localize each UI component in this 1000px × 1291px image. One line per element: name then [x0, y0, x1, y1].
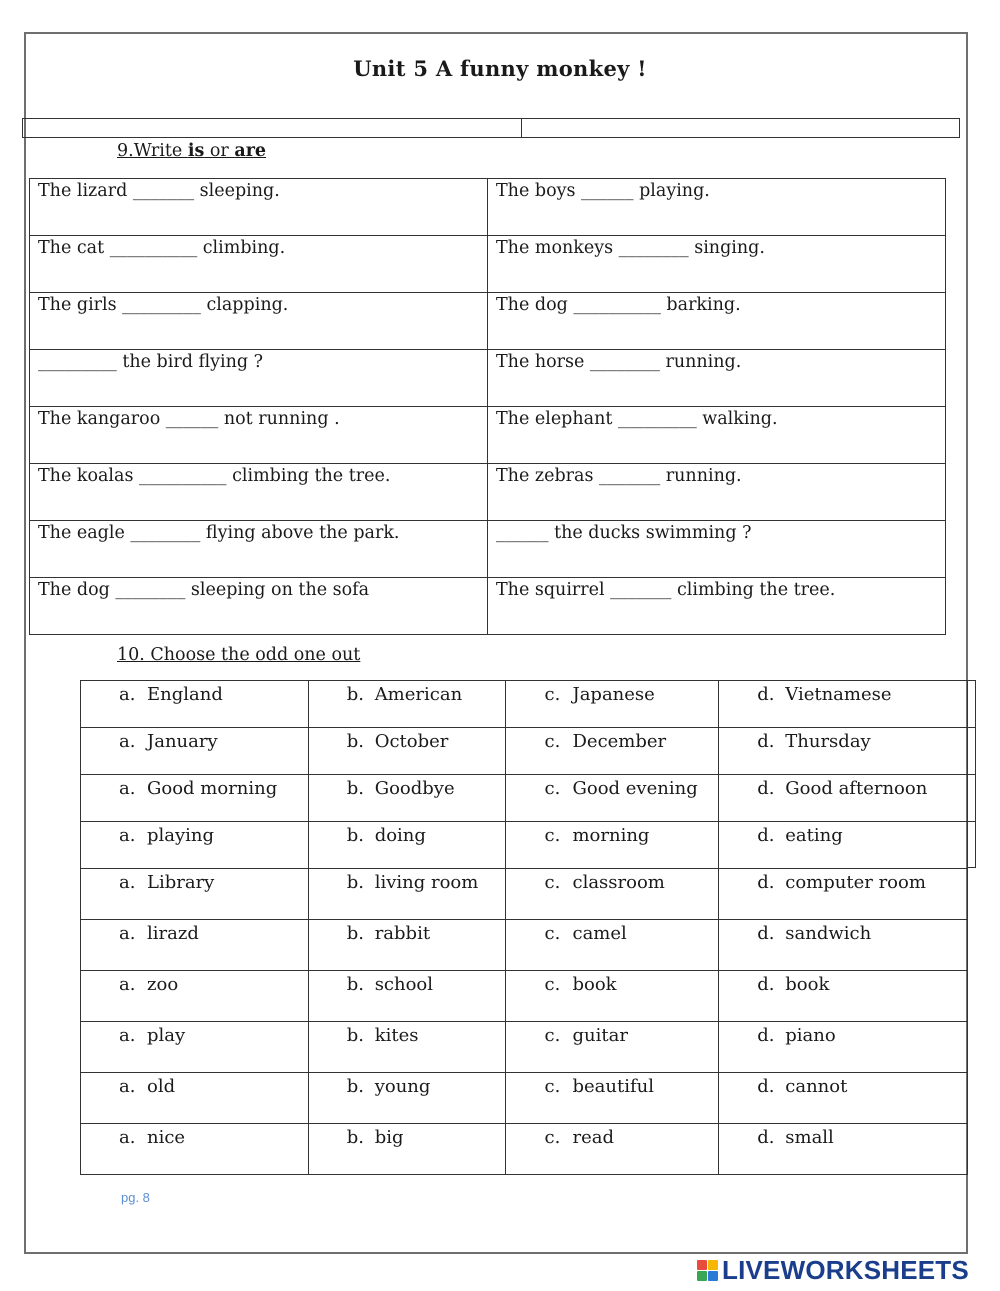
option-letter: c.: [544, 872, 561, 893]
sentence-row: [30, 578, 946, 635]
option-word: Good afternoon: [785, 778, 928, 799]
option-word: morning: [572, 825, 650, 846]
choice-option[interactable]: [719, 728, 968, 775]
option-word: rabbit: [374, 923, 431, 944]
option-letter: b.: [346, 778, 364, 799]
option-word: England: [147, 684, 223, 705]
option-word: doing: [374, 825, 426, 846]
option-letter: d.: [757, 974, 775, 995]
logo-square-1: [697, 1260, 707, 1270]
option-word: small: [785, 1127, 834, 1148]
option-word: playing: [147, 825, 215, 846]
option-word: lirazd: [147, 923, 199, 944]
option-word: cannot: [785, 1076, 848, 1097]
sentence-cell[interactable]: The eagle ________ flying above the park.: [30, 521, 488, 578]
option-letter: d.: [757, 872, 775, 893]
choice-row: [81, 1022, 968, 1073]
option-letter: b.: [346, 1076, 364, 1097]
sentence-cell[interactable]: The koalas __________ climbing the tree.: [30, 464, 488, 521]
option-letter: d.: [757, 1025, 775, 1046]
choice-option[interactable]: [81, 869, 309, 920]
choice-option[interactable]: [308, 681, 506, 728]
choice-option[interactable]: [506, 775, 719, 822]
option-word: classroom: [572, 872, 665, 893]
option-letter: b.: [346, 684, 364, 705]
choice-row: [81, 1124, 968, 1175]
choice-option[interactable]: [719, 775, 968, 822]
option-letter: a.: [119, 1025, 136, 1046]
option-word: read: [572, 1127, 614, 1148]
option-letter: c.: [544, 1025, 561, 1046]
option-letter: b.: [346, 923, 364, 944]
choice-option[interactable]: [308, 971, 506, 1022]
logo-square-3: [697, 1271, 707, 1281]
option-letter: a.: [119, 1076, 136, 1097]
option-letter: b.: [346, 1025, 364, 1046]
choice-option[interactable]: [308, 1124, 506, 1175]
choice-option[interactable]: [81, 1022, 309, 1073]
choice-option[interactable]: [506, 681, 719, 728]
option-letter: b.: [346, 872, 364, 893]
section-9-middle: or: [204, 141, 235, 161]
option-word: big: [374, 1127, 404, 1148]
choice-option[interactable]: [81, 971, 309, 1022]
choice-option[interactable]: [81, 775, 309, 822]
header-cell-right: [522, 119, 959, 137]
option-letter: d.: [757, 1127, 775, 1148]
option-word: December: [572, 731, 667, 752]
worksheet-title: Unit 5 A funny monkey !: [353, 56, 647, 81]
sentence-row: [30, 293, 946, 350]
choice-option[interactable]: [81, 1124, 309, 1175]
option-word: camel: [572, 923, 627, 944]
option-letter: a.: [119, 923, 136, 944]
sentence-cell[interactable]: The kangaroo ______ not running .: [30, 407, 488, 464]
option-word: play: [147, 1025, 186, 1046]
choice-option[interactable]: [719, 869, 968, 920]
sentence-cell[interactable]: The boys ______ playing.: [488, 179, 946, 236]
liveworksheets-logo-icon: [697, 1260, 718, 1281]
sentence-cell[interactable]: ______ the ducks swimming ?: [488, 521, 946, 578]
option-word: eating: [785, 825, 843, 846]
option-letter: d.: [757, 731, 775, 752]
choice-option[interactable]: [719, 681, 968, 728]
option-letter: b.: [346, 731, 364, 752]
option-letter: c.: [544, 1076, 561, 1097]
choice-option[interactable]: [719, 822, 968, 869]
option-letter: a.: [119, 731, 136, 752]
choice-option[interactable]: [719, 920, 968, 971]
choice-option[interactable]: [506, 1073, 719, 1124]
choice-option[interactable]: [719, 971, 968, 1022]
option-word: school: [374, 974, 434, 995]
choice-option[interactable]: [308, 728, 506, 775]
choice-row: [81, 869, 968, 920]
choice-option[interactable]: [506, 1124, 719, 1175]
choice-option[interactable]: [308, 822, 506, 869]
sentence-cell[interactable]: _________ the bird flying ?: [30, 350, 488, 407]
choice-option[interactable]: [719, 1124, 968, 1175]
option-letter: a.: [119, 825, 136, 846]
option-letter: c.: [544, 778, 561, 799]
choice-option[interactable]: [308, 920, 506, 971]
option-word: October: [374, 731, 449, 752]
choice-option[interactable]: [308, 1022, 506, 1073]
option-word: computer room: [785, 872, 926, 893]
sentence-cell[interactable]: The girls _________ clapping.: [30, 293, 488, 350]
choice-option[interactable]: [506, 728, 719, 775]
choice-option[interactable]: [308, 869, 506, 920]
sentence-row: [30, 407, 946, 464]
option-letter: d.: [757, 825, 775, 846]
option-letter: d.: [757, 778, 775, 799]
sentence-cell[interactable]: The dog ________ sleeping on the sofa: [30, 578, 488, 635]
choice-option[interactable]: [719, 1073, 968, 1124]
choice-option[interactable]: [81, 681, 309, 728]
page-number: pg. 8: [121, 1190, 150, 1205]
option-letter: a.: [119, 778, 136, 799]
sentence-row: [30, 464, 946, 521]
option-word: Vietnamese: [785, 684, 892, 705]
option-word: piano: [785, 1025, 836, 1046]
sentence-cell[interactable]: The horse ________ running.: [488, 350, 946, 407]
option-word: Goodbye: [374, 778, 455, 799]
header-strip: [22, 118, 960, 138]
sentence-cell[interactable]: The dog __________ barking.: [488, 293, 946, 350]
choice-option[interactable]: [506, 971, 719, 1022]
choice-row: [81, 822, 968, 869]
option-word: January: [147, 731, 218, 752]
choice-row: [81, 728, 968, 775]
option-letter: d.: [757, 923, 775, 944]
table-overflow-border: [968, 680, 976, 868]
header-cell-left: [23, 119, 522, 137]
option-word: Thursday: [785, 731, 871, 752]
section-9-word-is: is: [187, 141, 205, 161]
sentence-row: [30, 179, 946, 236]
option-letter: b.: [346, 974, 364, 995]
sentence-cell[interactable]: The cat __________ climbing.: [30, 236, 488, 293]
option-word: Japanese: [572, 684, 655, 705]
is-are-table: [29, 178, 946, 635]
option-letter: a.: [119, 1127, 136, 1148]
option-letter: c.: [544, 1127, 561, 1148]
option-word: Good evening: [572, 778, 698, 799]
choice-option[interactable]: [506, 920, 719, 971]
option-letter: b.: [346, 825, 364, 846]
section-9-word-are: are: [234, 141, 267, 161]
option-word: Good morning: [147, 778, 278, 799]
sentence-row: [30, 521, 946, 578]
logo-square-4: [708, 1271, 718, 1281]
option-letter: d.: [757, 684, 775, 705]
option-word: book: [572, 974, 617, 995]
option-word: living room: [374, 872, 479, 893]
choice-option[interactable]: [506, 869, 719, 920]
section-9-title: [117, 141, 266, 161]
section-10-title: 10. Choose the odd one out: [117, 645, 361, 665]
sentence-cell[interactable]: The elephant _________ walking.: [488, 407, 946, 464]
choice-option[interactable]: [81, 728, 309, 775]
choice-option[interactable]: [81, 1073, 309, 1124]
brand-name: LIVEWORKSHEETS: [722, 1255, 969, 1285]
option-word: young: [374, 1076, 431, 1097]
option-letter: d.: [757, 1076, 775, 1097]
sentence-row: [30, 350, 946, 407]
option-word: book: [785, 974, 830, 995]
sentence-cell[interactable]: The squirrel _______ climbing the tree.: [488, 578, 946, 635]
choice-row: [81, 681, 968, 728]
option-letter: a.: [119, 872, 136, 893]
option-word: zoo: [147, 974, 179, 995]
sentence-row: [30, 236, 946, 293]
logo-square-2: [708, 1260, 718, 1270]
option-word: kites: [374, 1025, 419, 1046]
option-word: guitar: [572, 1025, 628, 1046]
option-letter: c.: [544, 825, 561, 846]
choice-row: [81, 1073, 968, 1124]
choice-row: [81, 920, 968, 971]
section-9-prefix: 9.Write: [117, 141, 188, 161]
option-letter: c.: [544, 684, 561, 705]
choice-option[interactable]: [506, 1022, 719, 1073]
sentence-cell[interactable]: The monkeys ________ singing.: [488, 236, 946, 293]
option-letter: a.: [119, 974, 136, 995]
odd-one-out-table: [80, 680, 968, 1175]
choice-row: [81, 775, 968, 822]
choice-option[interactable]: [81, 920, 309, 971]
choice-row: [81, 971, 968, 1022]
option-letter: c.: [544, 923, 561, 944]
choice-option[interactable]: [719, 1022, 968, 1073]
option-letter: c.: [544, 731, 561, 752]
option-letter: b.: [346, 1127, 364, 1148]
brand-watermark: [697, 1255, 969, 1286]
option-word: Library: [147, 872, 215, 893]
option-word: American: [374, 684, 463, 705]
option-word: beautiful: [572, 1076, 654, 1097]
option-letter: a.: [119, 684, 136, 705]
choice-option[interactable]: [308, 775, 506, 822]
choice-option[interactable]: [506, 822, 719, 869]
choice-option[interactable]: [81, 822, 309, 869]
choice-option[interactable]: [308, 1073, 506, 1124]
sentence-cell[interactable]: The lizard _______ sleeping.: [30, 179, 488, 236]
option-word: old: [147, 1076, 176, 1097]
option-word: sandwich: [785, 923, 872, 944]
sentence-cell[interactable]: The zebras _______ running.: [488, 464, 946, 521]
option-word: nice: [147, 1127, 186, 1148]
option-letter: c.: [544, 974, 561, 995]
